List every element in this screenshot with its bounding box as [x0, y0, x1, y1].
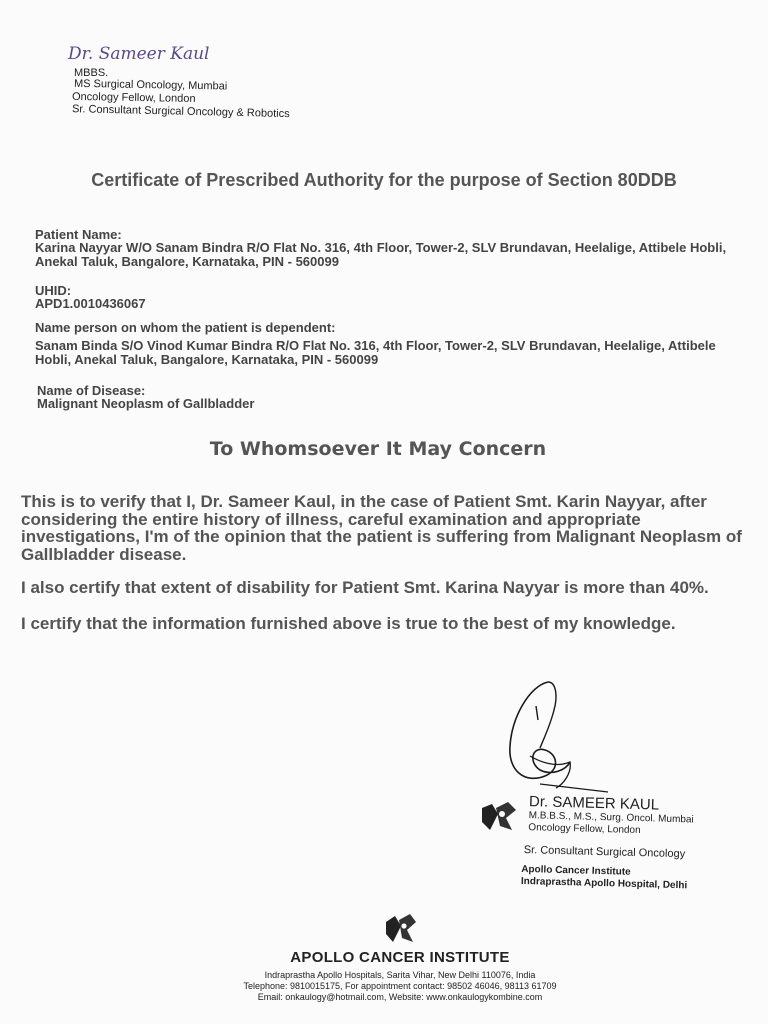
dependent-value: Sanam Binda S/O Vinod Kumar Bindra R/O Flat No. 316, 4th Floor, Tower-2, SLV Brundavan, Heelalige, Attibele Hobli, Anekal Taluk, Bangalore, Karnataka, PIN - 560099 — [35, 338, 716, 367]
footer-telephone: Telephone: 9810015175, For appointment contact: 98502 46046, 98113 61709 — [243, 981, 557, 991]
stamp-position: Sr. Consultant Surgical Oncology — [523, 844, 686, 861]
footer-address: Indraprastha Apollo Hospitals, Sarita Vihar, New Delhi 110076, India — [264, 970, 536, 980]
disease-value: Malignant Neoplasm of Gallbladder — [37, 396, 255, 411]
doctor-stamp — [479, 792, 721, 893]
body-paragraph-2: I also certify that extent of disability for Patient Smt. Karina Nayyar is more than 40%. — [21, 578, 709, 597]
footer-institute-name: APOLLO CANCER INSTITUTE — [290, 949, 510, 966]
stamp-doctor-name: Dr. SAMEER KAUL — [528, 793, 660, 814]
qualification-ms: MS Surgical Oncology, Mumbai — [73, 77, 228, 93]
apollo-footer-logo-icon — [383, 912, 417, 944]
disease-label: Name of Disease: — [37, 383, 146, 398]
qualification-consultant: Sr. Consultant Surgical Oncology & Robotics — [71, 103, 290, 121]
dependent-label: Name person on whom the patient is dependent: — [35, 320, 336, 335]
footer — [230, 912, 570, 1003]
uhid-label: UHID: — [35, 283, 72, 298]
stamp-hospital: Indraprastha Apollo Hospital, Delhi — [520, 875, 688, 892]
body-paragraph-1: This is to verify that I, Dr. Sameer Kaul, in the case of Patient Smt. Karin Nayyar, after considering the entire history of illness, careful examination and appropriate investigations, I'm of the opinion that the patient is suffering from Malignant Neoplasm of Gallbladder disease. — [21, 492, 742, 564]
letterhead-name: Dr. Sameer Kaul — [68, 44, 210, 64]
qualification-mbbs: MBBS. — [74, 67, 109, 79]
qualification-fellow: Oncology Fellow, London — [71, 90, 196, 105]
stamp-institute: Apollo Cancer Institute — [521, 863, 631, 878]
signature-image — [500, 676, 610, 796]
stamp-fellowship: Oncology Fellow, London — [528, 822, 641, 837]
footer-contact: Email: onkaulogy@hotmail.com, Website: www.onkaulogykombine.com — [257, 992, 543, 1002]
concern-heading: To Whomsoever It May Concern — [209, 438, 547, 460]
patient-name-value: Karina Nayyar W/O Sanam Bindra R/O Flat No. 316, 4th Floor, Tower-2, SLV Brundavan, Heelalige, Attibele Hobli, Anekal Taluk, Bangalore, Karnataka, PIN - 560099 — [35, 240, 727, 269]
stamp-degrees: M.B.B.S., M.S., Surg. Oncol. Mumbai — [528, 810, 694, 826]
uhid-value: APD1.0010436067 — [35, 296, 146, 311]
certificate-title: Certificate of Prescribed Authority for the purpose of Section 80DDB — [91, 170, 677, 190]
letterhead — [62, 44, 322, 119]
patient-name-label: Patient Name: — [35, 227, 122, 242]
body-paragraph-3: I certify that the information furnished above is true to the best of my knowledge. — [21, 614, 676, 633]
